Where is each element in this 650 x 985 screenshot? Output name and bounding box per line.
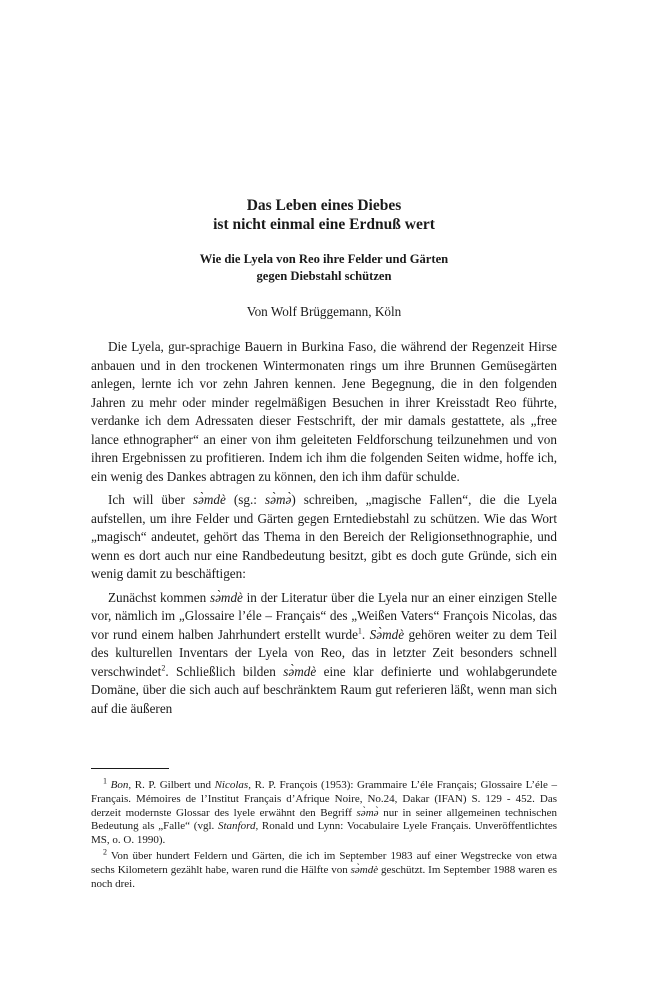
title-line-1: Das Leben eines Diebes (246, 197, 402, 214)
page-content (91, 196, 557, 893)
subtitle-line-2: gegen Diebstahl schützen (256, 269, 392, 283)
footnote-ref-1[interactable]: 1 (357, 626, 362, 636)
paragraph-1: Die Lyela, gur-sprachige Bauern in Burkina Faso, die während der Regenzeit Hirse anbauen und in den trockenen Wintermonaten rings um ihre Brunnen Gemüsegärten anlegen, lernte ich vor zehn Jahren kennen. Jene Begegnung, die in den folgenden Jahren zu mehr oder minder regelmäßigen Besuchen in ihrer Kreisstadt Reo führte, verdanke ich dem Adressaten dieser Festschrift, der mir damals gestattete, als „free lance ethnographer“ an einer von ihm geleiteten Feldforschung teilzunehmen und von ihren Ergebnissen zu profitieren. Indem ich ihm die folgenden Seiten widme, hoffe ich, ein wenig des Dankes abtragen zu können, den ich ihm dafür schulde. (91, 339, 557, 484)
title-line-2: ist nicht einmal eine Erdnuß wert (213, 216, 435, 233)
subtitle-line-1: Wie die Lyela von Reo ihre Felder und Gärten (199, 252, 449, 266)
paragraph-2: Ich will über sə̀mdè (sg.: sə̀mə̀) schreiben, „magische Fallen“, die die Lyela aufstellen, um ihre Felder und Gärten gegen Erntediebstahl zu schützen. Wie das Wort „magisch“ andeutet, gehört das Thema in den Bereich der Religionsethnographie, und wenn es dort auch nur eine Randbedeutung besitzt, gibt es doch gute Gründe, sich ein wenig damit zu beschäftigen: (91, 492, 558, 581)
footnote-1: $^1$ Bon, R. P. Gilbert und Nicolas, R. P. François (1953): Grammaire L’éle Français; Glossaire L’éle – Français. Mémoires de l’Institut Français d’Afrique Noire, No.24, Dakar (IFAN) S. 129 - 452. Das derzeit modernste Glossar des lyele erwähnt den Begriff sə̀mə̀ nur in seiner allgemeinen technischen Bedeutung als „Falle“ (vgl. Stanford, Ronald und Lynn: Vocabulaire Lyele Français. Unveröffentlichtes MS, o. O. 1990). (91, 776, 558, 847)
footnote-number: 2 (103, 847, 107, 857)
paragraph-3: Zunächst kommen sə̀mdè in der Literatur über die Lyela nur an einer einzigen Stelle vor, nämlich im „Glossaire l’éle – Français“ des „Weißen Vaters“ François Nicolas, das vor rund einem halben Jahrhundert erstellt wurde$^1$. Sə̀mdè gehören weiter zu dem Teil des kulturellen Inventars der Lyela von Reo, das in letzter Zeit besonders schnell verschwindet$^2$. Schließlich bilden sə̀mdè eine klar definierte und wohlabgerundete Domäne, über die sich auch auf beschränktem Raum gut referieren läßt, wenn man sich auf die äußeren (91, 589, 557, 716)
footnote-number: 1 (103, 776, 107, 786)
footnote-divider (91, 768, 169, 769)
article-subtitle (91, 251, 557, 285)
author-line: Von Wolf Brüggemann, Köln (246, 304, 402, 319)
article-title (91, 196, 557, 234)
footnote-ref-2[interactable]: 2 (161, 663, 166, 673)
footnote-2: $^2$ Von über hundert Feldern und Gärten, die ich im September 1983 auf einer Wegstrecke von etwa sechs Kilometern gezählt habe, waren rund die Hälfte von sə̀mdè geschützt. Im September 1988 waren es noch drei. (91, 847, 557, 890)
